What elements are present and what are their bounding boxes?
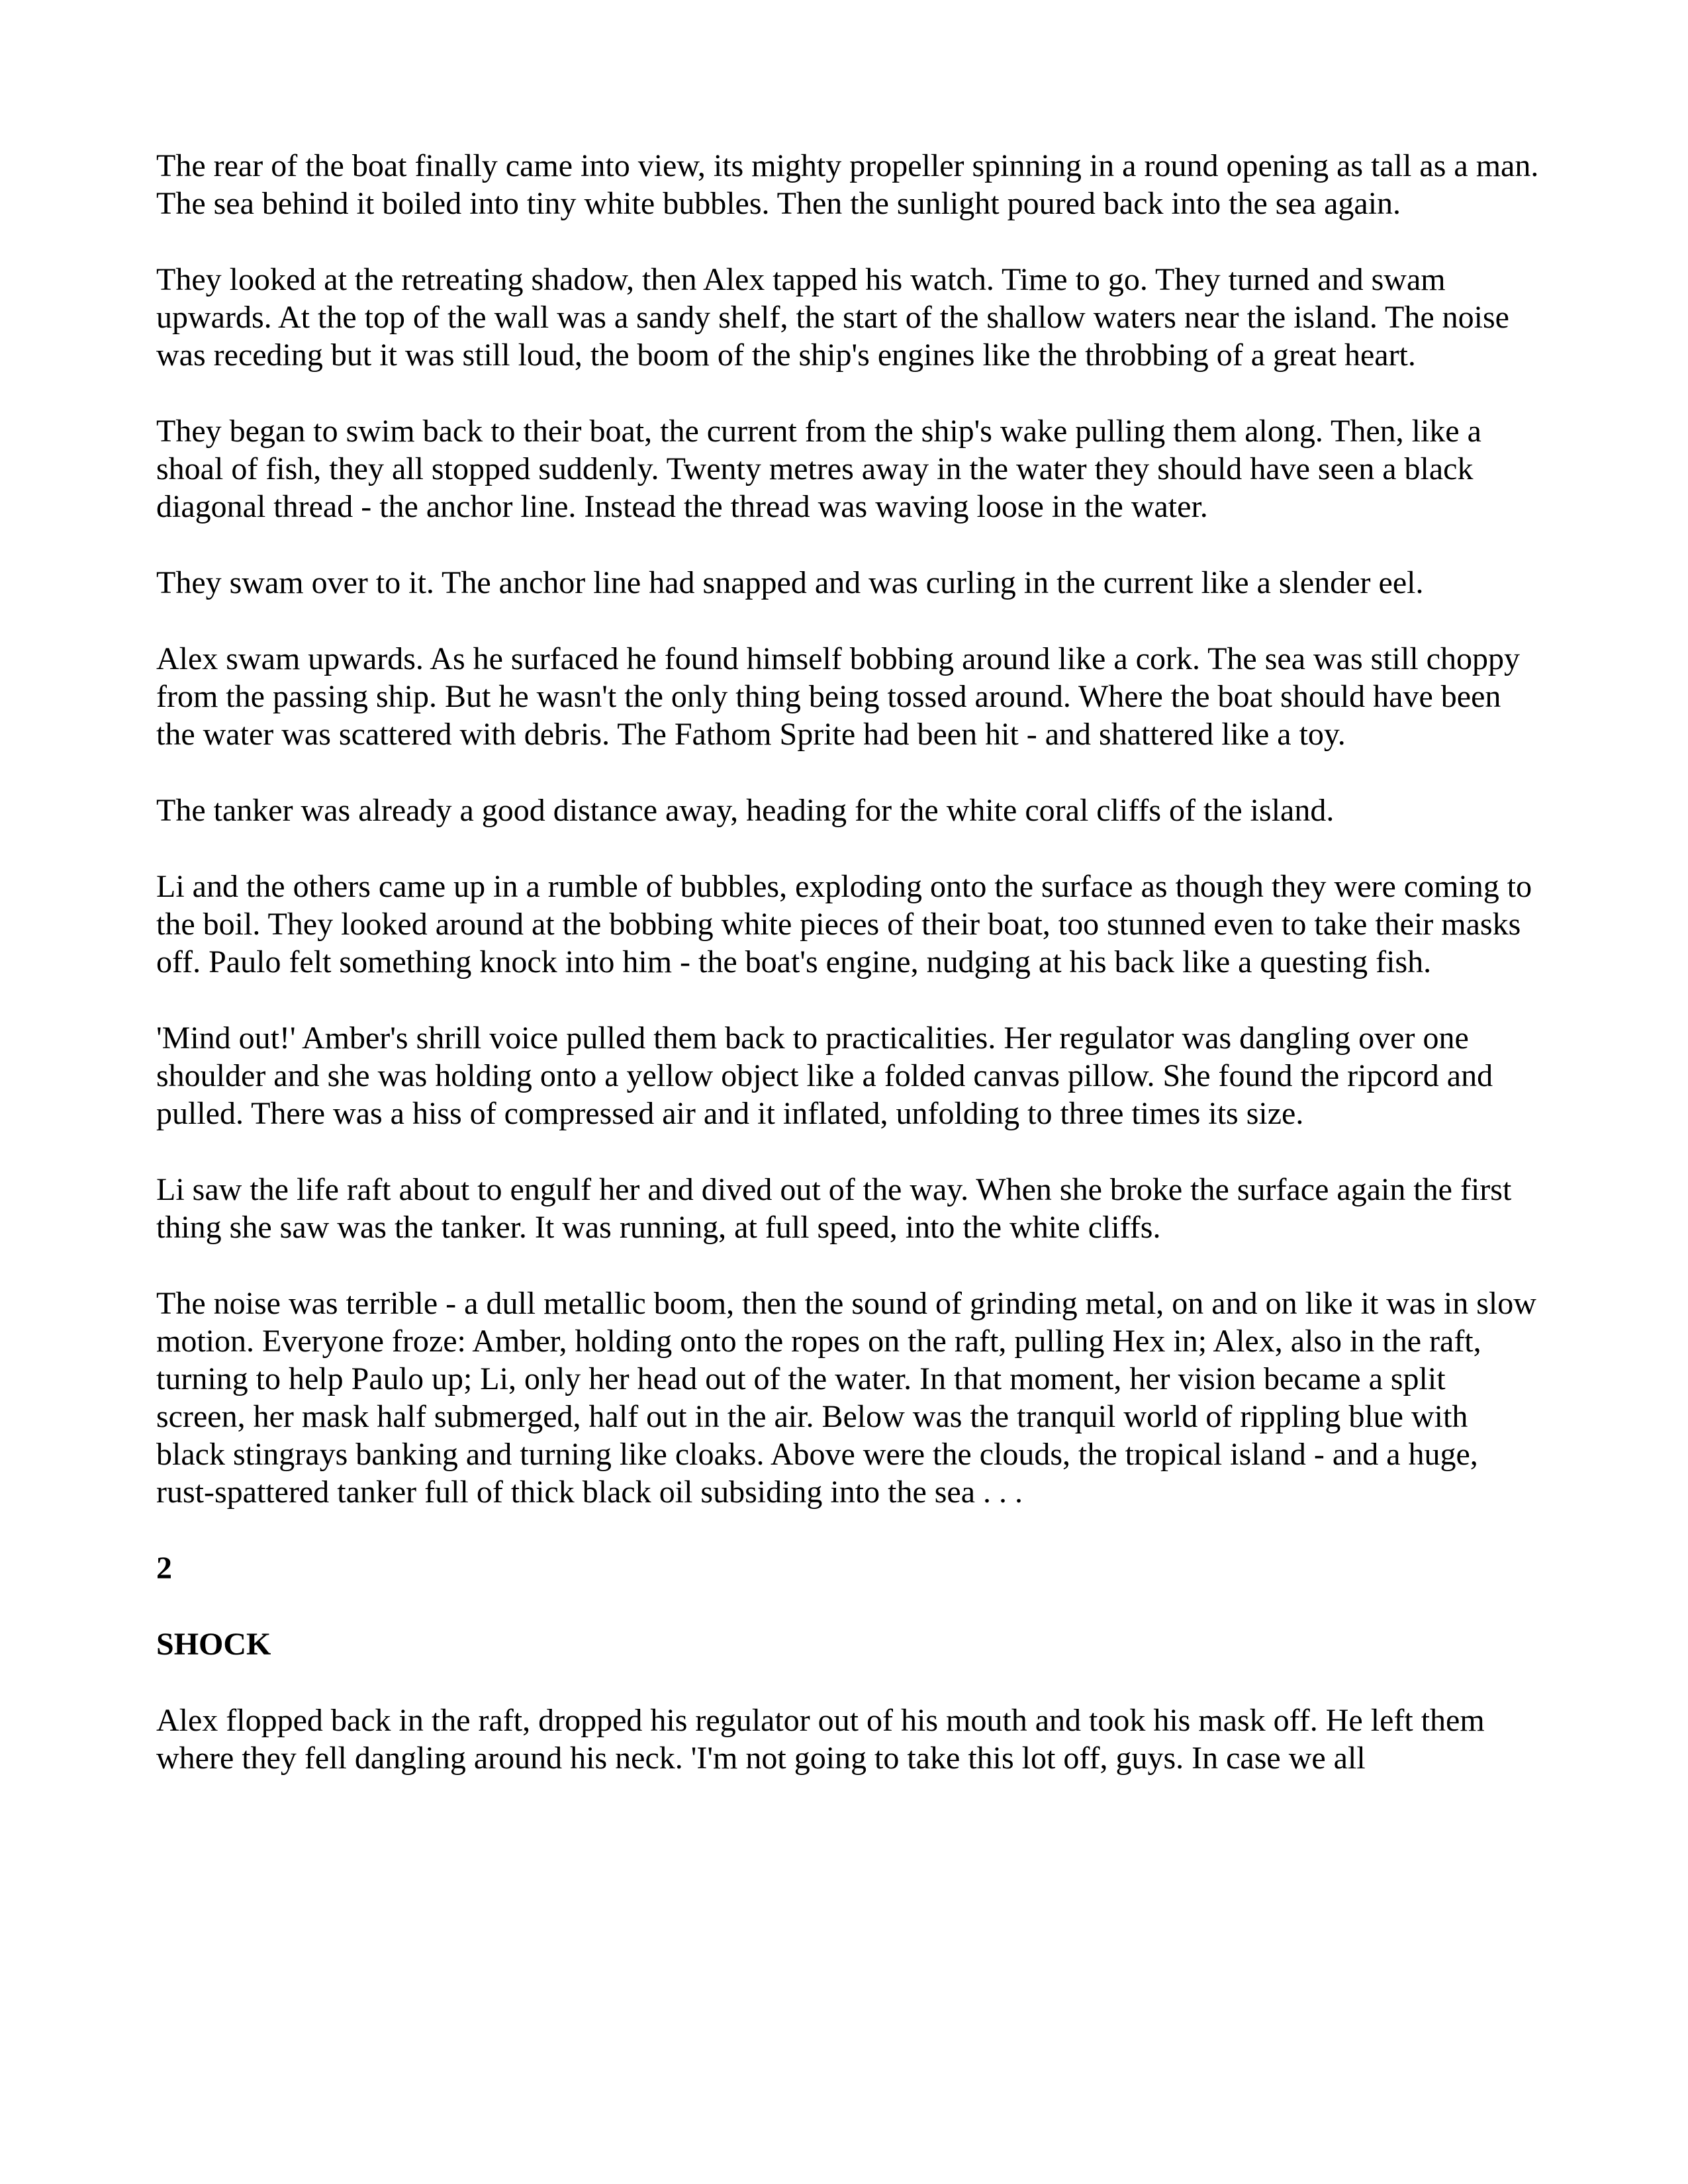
paragraph: They looked at the retreating shadow, then Alex tapped his watch. Time to go. They turned and swam upwards. At the top of the wall was a sandy shelf, the start of the shallow waters near the island. The noise was receding but it was still loud, the boom of the ship's engines like the throbbing of a great heart. [156,262,1509,373]
paragraph: Alex flopped back in the raft, dropped his regulator out of his mouth and took his mask off. He left them where they fell dangling around his neck. 'I'm not going to take this lot off, guys. In case we all [156,1703,1485,1776]
paragraph: Alex swam upwards. As he surfaced he found himself bobbing around like a cork. The sea was still choppy from the passing ship. But he wasn't the only thing being tossed around. Where the boat should have been the water was scattered with debris. The Fathom Sprite had been hit - and shattered like a toy. [156,641,1520,752]
paragraph: They began to swim back to their boat, the current from the ship's wake pulling them along. Then, like a shoal of fish, they all stopped suddenly. Twenty metres away in the water they should have seen a black diagonal thread - the anchor line. Instead the thread was waving loose in the water. [156,414,1481,524]
body-text [156,147,1541,1815]
paragraph: Li and the others came up in a rumble of bubbles, exploding onto the surface as though they were coming to the boil. They looked around at the bobbing white pieces of their boat, too stunned even to take their masks off. Paulo felt something knock into him - the boat's engine, nudging at his back like a questing fish. [156,869,1532,979]
paragraph: 'Mind out!' Amber's shrill voice pulled them back to practicalities. Her regulator was dangling over one shoulder and she was holding onto a yellow object like a folded canvas pillow. She found the ripcord and pulled. There was a hiss of compressed air and it inflated, unfolding to three times its size. [156,1021,1493,1131]
chapter-title: SHOCK [156,1627,271,1662]
chapter-number: 2 [156,1551,172,1586]
paragraph: Li saw the life raft about to engulf her and dived out of the way. When she broke the surface again the first thing she saw was the tanker. It was running, at full speed, into the white cliffs. [156,1172,1512,1245]
paragraph: They swam over to it. The anchor line had snapped and was curling in the current like a slender eel. [156,565,1424,600]
paragraph: The tanker was already a good distance away, heading for the white coral cliffs of the island. [156,793,1335,828]
paragraph: The noise was terrible - a dull metallic boom, then the sound of grinding metal, on and on like it was in slow motion. Everyone froze: Amber, holding onto the ropes on the raft, pulling Hex in; Alex, also in the raft, turning to help Paulo up; Li, only her head out of the water. In that moment, her vision became a split screen, her mask half submerged, half out in the air. Below was the tranquil world of rippling blue with black stingrays banking and turning like cloaks. Above were the clouds, the tropical island - and a huge, rust-spattered tanker full of thick black oil subsiding into the sea . . . [156,1286,1536,1510]
paragraph: The rear of the boat finally came into view, its mighty propeller spinning in a round opening as tall as a man. The sea behind it boiled into tiny white bubbles. Then the sunlight poured back into the sea again. [156,148,1539,221]
